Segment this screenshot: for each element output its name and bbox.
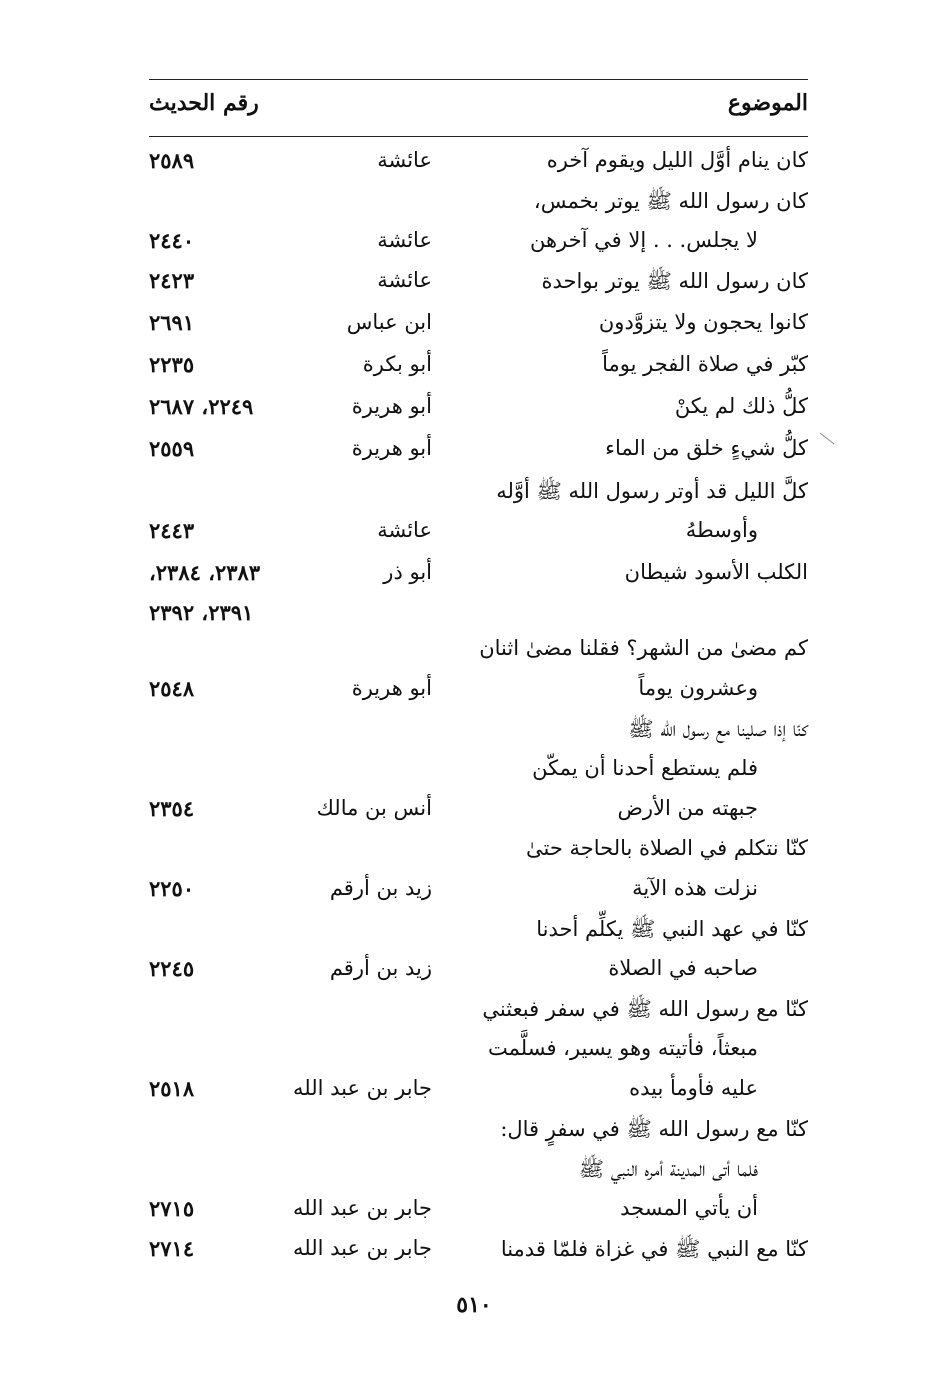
hadith-number: ٢٤٢٣ bbox=[149, 268, 195, 293]
narrator: جابر بن عبد الله bbox=[292, 1076, 432, 1100]
topic-line: كم مضىٰ من الشهر؟ فقلنا مضىٰ اثنان bbox=[479, 636, 808, 660]
hadith-number: ٢٥٨٩ bbox=[149, 148, 195, 173]
topic-line: وعشرون يوماً bbox=[638, 676, 758, 700]
topic-line: كان رسول الله ﷺ يوتر بخمس، bbox=[533, 189, 808, 213]
narrator: عائشة bbox=[377, 268, 432, 292]
topic-line: الكلب الأسود شيطان bbox=[624, 560, 808, 584]
topic-line: كنّا نتكلم في الصلاة بالحاجة حتىٰ bbox=[526, 836, 808, 860]
topic-line: فلما أتى المدينة أمره النبي ﷺ bbox=[578, 1157, 758, 1181]
hadith-number: ٢٥٤٨ bbox=[149, 676, 195, 701]
hadith-number: ٢٢٣٥ bbox=[149, 352, 195, 377]
narrator: أبو هريرة bbox=[351, 394, 432, 418]
topic-line: نزلت هذه الآية bbox=[632, 876, 758, 900]
narrator: عائشة bbox=[377, 518, 432, 542]
hadith-number: ٢٣٩١، ٢٣٩٢ bbox=[149, 600, 254, 625]
hadith-number: ٢٧١٥ bbox=[149, 1196, 195, 1221]
hadith-number: ٢٢٤٩، ٢٦٨٧ bbox=[149, 394, 254, 419]
topic-column-header: الموضوع bbox=[727, 90, 808, 116]
topic-line: كنّا مع رسول الله ﷺ في سفرٍ قال: bbox=[500, 1117, 808, 1141]
topic-line: فلم يستطع أحدنا أن يمكّن bbox=[532, 756, 758, 780]
hadith-number: ٢٢٤٥ bbox=[149, 956, 195, 981]
number-column-header: رقم الحديث bbox=[149, 90, 259, 116]
hadith-number: ٢٤٤٣ bbox=[149, 518, 195, 543]
topic-line: مبعثاً، فأتيته وهو يسير، فسلَّمت bbox=[488, 1036, 758, 1060]
narrator: أنس بن مالك bbox=[316, 796, 432, 820]
topic-line: كانوا يحجون ولا يتزوَّدون bbox=[598, 310, 808, 334]
hadith-number: ٢٣٥٤ bbox=[149, 796, 195, 821]
hadith-number: ٢٥١٨ bbox=[149, 1076, 195, 1101]
hadith-number: ٢٤٤٠ bbox=[149, 228, 195, 253]
narrator: زيد بن أرقم bbox=[329, 956, 432, 980]
topic-line: وأوسطهُ bbox=[685, 518, 758, 542]
topic-line: جبهته من الأرض bbox=[617, 796, 758, 820]
topic-line: كان ينام أوَّل الليل ويقوم آخره bbox=[546, 148, 808, 172]
narrator: أبو هريرة bbox=[351, 676, 432, 700]
topic-line: لا يجلس. . . إلا في آخرهن bbox=[530, 228, 758, 252]
hadith-number: ٢٢٥٠ bbox=[149, 876, 195, 901]
topic-line: كنّا مع النبي ﷺ في غزاة فلمّا قدمنا bbox=[500, 1237, 808, 1261]
topic-line: أن يأتي المسجد bbox=[620, 1196, 758, 1220]
narrator: زيد بن أرقم bbox=[329, 876, 432, 900]
hadith-number: ٢٥٥٩ bbox=[149, 436, 195, 461]
narrator: أبو بكرة bbox=[362, 352, 432, 376]
narrator: أبو ذر bbox=[383, 560, 432, 584]
topic-line: كنّا في عهد النبي ﷺ يكلِّم أحدنا bbox=[536, 917, 808, 941]
narrator: ابن عباس bbox=[346, 310, 432, 334]
topic-line: كنّا إذا صلينا مع رسول الله ﷺ bbox=[628, 717, 808, 741]
narrator: أبو هريرة bbox=[351, 436, 432, 460]
topic-line: كبّر في صلاة الفجر يوماً bbox=[602, 352, 808, 376]
topic-line: كلُّ ذلك لم يكنْ bbox=[674, 394, 808, 418]
topic-line: صاحبه في الصلاة bbox=[608, 956, 758, 980]
hadith-number: ٢٧١٤ bbox=[149, 1236, 195, 1261]
narrator: عائشة bbox=[377, 228, 432, 252]
topic-line: كان رسول الله ﷺ يوتر بواحدة bbox=[541, 269, 808, 293]
topic-line: كنّا مع رسول الله ﷺ في سفر فبعثني bbox=[482, 997, 808, 1021]
hadith-number: ٢٣٨٣، ٢٣٨٤، bbox=[149, 560, 261, 585]
topic-line: كلَّ الليل قد أوتر رسول الله ﷺ أوَّله bbox=[496, 479, 808, 503]
narrator: عائشة bbox=[377, 148, 432, 172]
topic-line: عليه فأومأ بيده bbox=[629, 1076, 758, 1100]
narrator: جابر بن عبد الله bbox=[292, 1236, 432, 1260]
topic-line: كلُّ شيءٍ خلق من الماء bbox=[605, 436, 808, 460]
hadith-number: ٢٦٩١ bbox=[149, 310, 195, 335]
page-number: ٥١٠ bbox=[456, 1292, 492, 1318]
narrator: جابر بن عبد الله bbox=[292, 1196, 432, 1220]
